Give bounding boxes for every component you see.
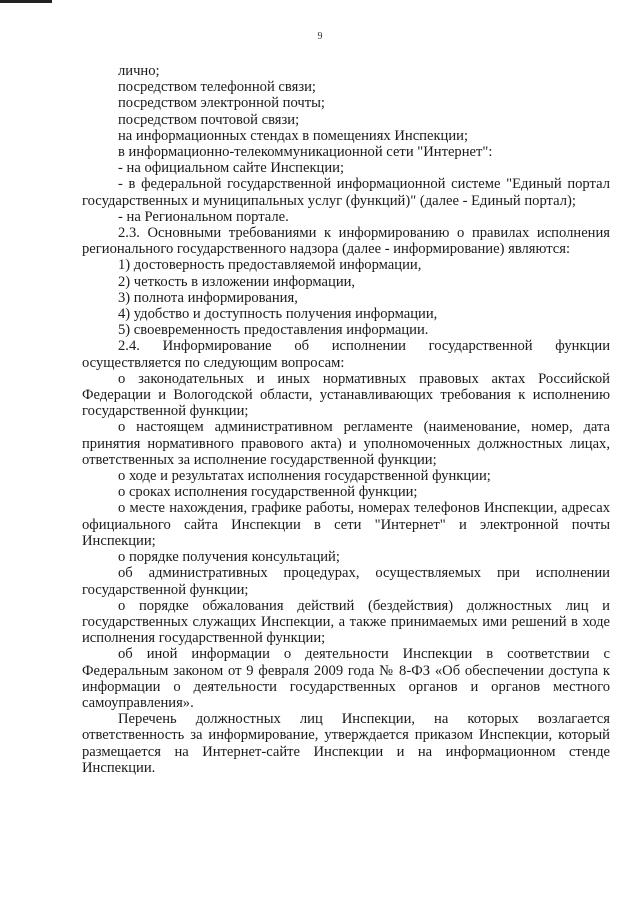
paragraph-5: на информационных стендах в помещениях Инспекции; — [118, 127, 469, 144]
paragraph-20: о сроках исполнения государственной функции; — [118, 484, 418, 501]
paragraph-17: о законодательных и иных нормативных правовых актах Российской Федерации и Вологодской области, устанавливающих требования к исполнению государственной функции; — [82, 370, 610, 420]
paragraph-4: посредством почтовой связи; — [118, 111, 300, 128]
document-body — [82, 63, 610, 776]
paragraph-1: лично; — [118, 63, 160, 79]
paragraph-22: о порядке получения консультаций; — [118, 549, 340, 566]
paragraph-2: посредством телефонной связи; — [118, 79, 316, 96]
paragraph-3: посредством электронной почты; — [118, 95, 325, 112]
paragraph-16: 2.4. Информирование об исполнении государственной функции осуществляется по следующим вопросам: — [82, 338, 610, 371]
paragraph-6: в информационно-телекоммуникационной сети "Интернет": — [118, 144, 493, 161]
paragraph-23: об административных процедурах, осуществляемых при исполнении государственной функции; — [82, 565, 610, 598]
paragraph-8: - в федеральной государственной информационной системе "Единый портал государственных и муниципальных услуг (функций)" (далее - Единый портал); — [82, 176, 610, 209]
paragraph-25: об иной информации о деятельности Инспекции в соответствии с Федеральным законом от 9 февраля 2009 года № 8-ФЗ «Об обеспечении доступа к информации о деятельности государственных органов и органов местного самоуправления». — [82, 646, 610, 711]
paragraph-19: о ходе и результатах исполнения государственной функции; — [118, 468, 491, 485]
paragraph-21: о месте нахождения, графике работы, номерах телефонов Инспекции, адресах официального сайта Инспекции в сети "Интернет" и электронной почты Инспекции; — [82, 500, 610, 549]
paragraph-7: - на официальном сайте Инспекции; — [118, 160, 345, 177]
paragraph-13: 3) полнота информирования, — [118, 289, 298, 306]
paragraph-10: 2.3. Основными требованиями к информированию о правилах исполнения регионального государственного надзора (далее - информирование) являются: — [82, 225, 610, 258]
paragraph-9: - на Региональном портале. — [118, 208, 289, 225]
paragraph-15: 5) своевременность предоставления информации. — [118, 322, 429, 339]
paragraph-24: о порядке обжалования действий (бездействия) должностных лиц и государственных служащих Инспекции, а также принимаемых ими решений в ходе исполнения государственной функции; — [82, 597, 610, 647]
paragraph-18: о настоящем административном регламенте (наименование, номер, дата принятия нормативного правового акта) и уполномоченных должностных лицах, ответственных за исполнение государственной функции; — [82, 419, 610, 468]
paragraph-11: 1) достоверность предоставляемой информации, — [118, 257, 422, 274]
paragraph-26: Перечень должностных лиц Инспекции, на которых возлагается ответственность за информирование, утверждается приказом Инспекции, который размещается на Интернет-сайте Инспекции и на информационном стенде Инспекции. — [82, 711, 610, 776]
paragraph-12: 2) четкость в изложении информации, — [118, 273, 356, 290]
page-number: 9 — [317, 31, 323, 42]
paragraph-14: 4) удобство и доступность получения информации, — [118, 306, 438, 323]
scan-edge-mark — [0, 0, 52, 3]
